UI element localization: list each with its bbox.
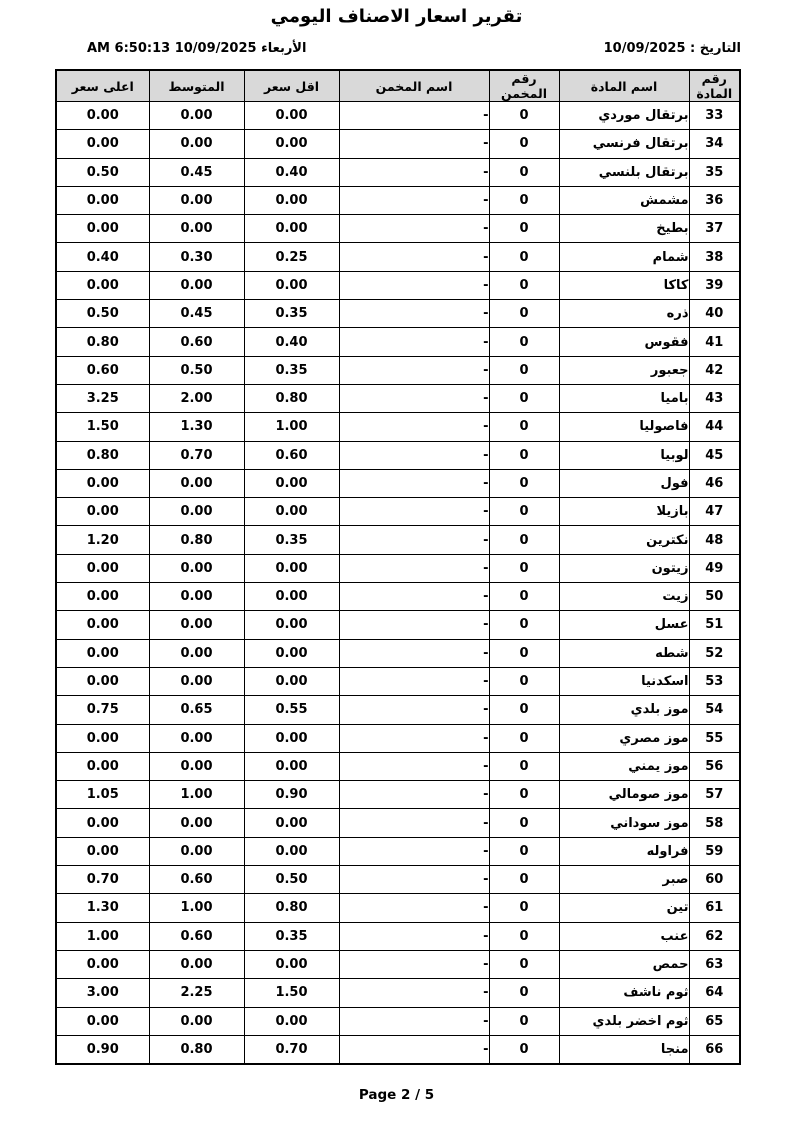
assessor-name-cell: - [339,271,489,299]
avg-price-cell: 0.00 [149,498,244,526]
item-number-cell: 40 [689,300,740,328]
avg-price-cell: 0.00 [149,215,244,243]
item-number-cell: 59 [689,837,740,865]
max-price-cell: 0.00 [56,102,149,130]
max-price-cell: 0.00 [56,950,149,978]
table-row [56,413,740,441]
table-row [56,554,740,582]
assessor-name-cell: - [339,979,489,1007]
min-price-cell: 0.00 [244,667,339,695]
min-price-cell: 0.00 [244,809,339,837]
item-number-cell: 45 [689,441,740,469]
item-name-cell: ثوم اخضر بلدي [559,1007,689,1035]
max-price-cell: 0.00 [56,639,149,667]
table-row [56,809,740,837]
item-number-cell: 56 [689,752,740,780]
item-number-cell: 64 [689,979,740,1007]
assessor-name-cell: - [339,696,489,724]
assessor-number-cell: 0 [489,667,559,695]
item-name-cell: موز بلدي [559,696,689,724]
min-price-cell: 0.50 [244,866,339,894]
report-datetime: الأربعاء 10/09/2025 6:50:13 AM [87,41,307,56]
assessor-name-cell: - [339,1007,489,1035]
item-name-cell: عنب [559,922,689,950]
assessor-name-cell: - [339,186,489,214]
column-header: رقم المخمن [489,70,559,102]
assessor-name-cell: - [339,384,489,412]
max-price-cell: 1.05 [56,781,149,809]
column-header: اعلى سعر [56,70,149,102]
item-name-cell: تين [559,894,689,922]
assessor-number-cell: 0 [489,130,559,158]
min-price-cell: 0.35 [244,526,339,554]
table-row [56,469,740,497]
item-name-cell: موز مصري [559,724,689,752]
item-name-cell: موز يمني [559,752,689,780]
item-number-cell: 49 [689,554,740,582]
item-number-cell: 52 [689,639,740,667]
avg-price-cell: 0.00 [149,271,244,299]
table-row [56,271,740,299]
min-price-cell: 0.00 [244,102,339,130]
max-price-cell: 0.50 [56,300,149,328]
avg-price-cell: 0.60 [149,866,244,894]
item-number-cell: 34 [689,130,740,158]
assessor-name-cell: - [339,922,489,950]
item-name-cell: منجا [559,1035,689,1064]
max-price-cell: 0.00 [56,186,149,214]
min-price-cell: 0.00 [244,611,339,639]
assessor-name-cell: - [339,356,489,384]
item-name-cell: جعبور [559,356,689,384]
item-name-cell: زيتون [559,554,689,582]
table-row [56,611,740,639]
table-row [56,950,740,978]
table-row [56,979,740,1007]
assessor-number-cell: 0 [489,243,559,271]
assessor-name-cell: - [339,950,489,978]
item-number-cell: 46 [689,469,740,497]
item-number-cell: 66 [689,1035,740,1064]
table-row [56,328,740,356]
min-price-cell: 0.55 [244,696,339,724]
table-row [56,526,740,554]
item-number-cell: 48 [689,526,740,554]
assessor-name-cell: - [339,667,489,695]
min-price-cell: 0.00 [244,215,339,243]
table-row [56,130,740,158]
min-price-cell: 1.00 [244,413,339,441]
avg-price-cell: 0.00 [149,554,244,582]
max-price-cell: 3.25 [56,384,149,412]
assessor-number-cell: 0 [489,526,559,554]
max-price-cell: 0.00 [56,724,149,752]
item-name-cell: فاصوليا [559,413,689,441]
min-price-cell: 0.90 [244,781,339,809]
max-price-cell: 0.00 [56,1007,149,1035]
assessor-name-cell: - [339,526,489,554]
table-row [56,102,740,130]
column-header: اسم المادة [559,70,689,102]
assessor-number-cell: 0 [489,1035,559,1064]
assessor-number-cell: 0 [489,215,559,243]
assessor-number-cell: 0 [489,583,559,611]
avg-price-cell: 2.25 [149,979,244,1007]
avg-price-cell: 0.00 [149,724,244,752]
assessor-number-cell: 0 [489,696,559,724]
max-price-cell: 0.00 [56,611,149,639]
price-table-body [56,102,740,1065]
assessor-name-cell: - [339,328,489,356]
report-date: التاريخ : 10/09/2025 [603,41,741,56]
column-header: المتوسط [149,70,244,102]
assessor-name-cell: - [339,1035,489,1064]
max-price-cell: 0.70 [56,866,149,894]
assessor-number-cell: 0 [489,554,559,582]
avg-price-cell: 1.30 [149,413,244,441]
assessor-number-cell: 0 [489,158,559,186]
table-row [56,639,740,667]
assessor-number-cell: 0 [489,866,559,894]
item-name-cell: فقوس [559,328,689,356]
assessor-number-cell: 0 [489,639,559,667]
item-number-cell: 41 [689,328,740,356]
min-price-cell: 0.80 [244,384,339,412]
min-price-cell: 0.35 [244,922,339,950]
min-price-cell: 0.00 [244,469,339,497]
item-name-cell: موز صومالي [559,781,689,809]
max-price-cell: 0.00 [56,809,149,837]
min-price-cell: 0.00 [244,186,339,214]
max-price-cell: 1.50 [56,413,149,441]
min-price-cell: 0.25 [244,243,339,271]
max-price-cell: 0.00 [56,752,149,780]
item-number-cell: 43 [689,384,740,412]
min-price-cell: 0.00 [244,950,339,978]
table-row [56,384,740,412]
assessor-number-cell: 0 [489,413,559,441]
item-number-cell: 57 [689,781,740,809]
column-header: اقل سعر [244,70,339,102]
item-number-cell: 35 [689,158,740,186]
max-price-cell: 0.00 [56,667,149,695]
item-name-cell: ذره [559,300,689,328]
item-number-cell: 51 [689,611,740,639]
table-row [56,441,740,469]
item-name-cell: شمام [559,243,689,271]
assessor-name-cell: - [339,102,489,130]
price-table [55,69,741,1065]
item-number-cell: 47 [689,498,740,526]
table-header-row [56,70,740,102]
item-number-cell: 63 [689,950,740,978]
assessor-number-cell: 0 [489,611,559,639]
max-price-cell: 1.20 [56,526,149,554]
assessor-name-cell: - [339,583,489,611]
assessor-number-cell: 0 [489,1007,559,1035]
assessor-number-cell: 0 [489,328,559,356]
max-price-cell: 0.00 [56,554,149,582]
table-row [56,724,740,752]
max-price-cell: 0.00 [56,469,149,497]
item-number-cell: 58 [689,809,740,837]
table-row [56,158,740,186]
column-header: رقم المادة [689,70,740,102]
assessor-number-cell: 0 [489,809,559,837]
item-name-cell: برتقال موردي [559,102,689,130]
avg-price-cell: 0.00 [149,469,244,497]
item-number-cell: 60 [689,866,740,894]
min-price-cell: 0.00 [244,271,339,299]
assessor-number-cell: 0 [489,837,559,865]
avg-price-cell: 0.00 [149,130,244,158]
avg-price-cell: 0.45 [149,300,244,328]
assessor-name-cell: - [339,809,489,837]
table-row [56,583,740,611]
item-name-cell: بطيخ [559,215,689,243]
max-price-cell: 1.30 [56,894,149,922]
assessor-name-cell: - [339,243,489,271]
min-price-cell: 0.00 [244,583,339,611]
max-price-cell: 0.00 [56,215,149,243]
avg-price-cell: 0.00 [149,809,244,837]
avg-price-cell: 0.00 [149,102,244,130]
avg-price-cell: 0.00 [149,639,244,667]
assessor-name-cell: - [339,781,489,809]
item-name-cell: عسل [559,611,689,639]
table-row [56,837,740,865]
item-name-cell: باميا [559,384,689,412]
avg-price-cell: 0.00 [149,950,244,978]
min-price-cell: 0.00 [244,724,339,752]
assessor-number-cell: 0 [489,498,559,526]
page-title: تقرير اسعار الاصناف اليومي [270,6,523,27]
max-price-cell: 0.80 [56,441,149,469]
avg-price-cell: 0.00 [149,583,244,611]
max-price-cell: 0.00 [56,130,149,158]
item-number-cell: 50 [689,583,740,611]
max-price-cell: 0.90 [56,1035,149,1064]
assessor-number-cell: 0 [489,186,559,214]
table-row [56,922,740,950]
item-name-cell: صبر [559,866,689,894]
table-row [56,866,740,894]
item-number-cell: 36 [689,186,740,214]
item-number-cell: 62 [689,922,740,950]
table-row [56,215,740,243]
item-name-cell: لوبيا [559,441,689,469]
table-row [56,752,740,780]
assessor-number-cell: 0 [489,384,559,412]
assessor-name-cell: - [339,554,489,582]
item-name-cell: فول [559,469,689,497]
max-price-cell: 0.00 [56,271,149,299]
assessor-name-cell: - [339,300,489,328]
max-price-cell: 0.75 [56,696,149,724]
avg-price-cell: 0.80 [149,1035,244,1064]
item-name-cell: كاكا [559,271,689,299]
table-row [56,781,740,809]
item-number-cell: 54 [689,696,740,724]
item-name-cell: حمص [559,950,689,978]
avg-price-cell: 0.45 [149,158,244,186]
assessor-name-cell: - [339,724,489,752]
assessor-number-cell: 0 [489,469,559,497]
max-price-cell: 0.00 [56,837,149,865]
avg-price-cell: 0.80 [149,526,244,554]
assessor-number-cell: 0 [489,922,559,950]
item-number-cell: 33 [689,102,740,130]
table-row [56,186,740,214]
max-price-cell: 0.00 [56,583,149,611]
date-row [57,41,741,56]
item-number-cell: 61 [689,894,740,922]
table-row [56,356,740,384]
item-number-cell: 39 [689,271,740,299]
item-number-cell: 44 [689,413,740,441]
assessor-number-cell: 0 [489,271,559,299]
max-price-cell: 3.00 [56,979,149,1007]
min-price-cell: 0.60 [244,441,339,469]
assessor-name-cell: - [339,837,489,865]
item-name-cell: مشمش [559,186,689,214]
item-name-cell: ثوم ناشف [559,979,689,1007]
assessor-name-cell: - [339,752,489,780]
avg-price-cell: 0.60 [149,922,244,950]
avg-price-cell: 2.00 [149,384,244,412]
assessor-number-cell: 0 [489,979,559,1007]
min-price-cell: 1.50 [244,979,339,1007]
table-row [56,300,740,328]
table-row [56,1035,740,1064]
assessor-number-cell: 0 [489,441,559,469]
assessor-name-cell: - [339,866,489,894]
assessor-number-cell: 0 [489,950,559,978]
avg-price-cell: 0.70 [149,441,244,469]
min-price-cell: 0.35 [244,356,339,384]
min-price-cell: 0.00 [244,498,339,526]
item-name-cell: زيت [559,583,689,611]
item-name-cell: اسكدنيا [559,667,689,695]
max-price-cell: 0.50 [56,158,149,186]
avg-price-cell: 0.00 [149,667,244,695]
avg-price-cell: 0.00 [149,1007,244,1035]
assessor-number-cell: 0 [489,752,559,780]
item-name-cell: برتقال فرنسي [559,130,689,158]
min-price-cell: 0.80 [244,894,339,922]
max-price-cell: 1.00 [56,922,149,950]
avg-price-cell: 0.50 [149,356,244,384]
item-number-cell: 65 [689,1007,740,1035]
avg-price-cell: 0.00 [149,186,244,214]
max-price-cell: 0.00 [56,498,149,526]
min-price-cell: 0.00 [244,837,339,865]
item-name-cell: نكترين [559,526,689,554]
assessor-number-cell: 0 [489,894,559,922]
assessor-number-cell: 0 [489,724,559,752]
assessor-number-cell: 0 [489,781,559,809]
item-number-cell: 37 [689,215,740,243]
avg-price-cell: 0.00 [149,611,244,639]
min-price-cell: 0.40 [244,158,339,186]
max-price-cell: 0.60 [56,356,149,384]
min-price-cell: 0.00 [244,639,339,667]
table-row [56,498,740,526]
table-row [56,667,740,695]
min-price-cell: 0.00 [244,752,339,780]
max-price-cell: 0.80 [56,328,149,356]
table-row [56,696,740,724]
item-number-cell: 38 [689,243,740,271]
assessor-name-cell: - [339,469,489,497]
page-number: Page 2 / 5 [358,1087,435,1104]
assessor-name-cell: - [339,894,489,922]
table-row [56,894,740,922]
item-name-cell: فراوله [559,837,689,865]
min-price-cell: 0.40 [244,328,339,356]
avg-price-cell: 0.00 [149,752,244,780]
assessor-name-cell: - [339,498,489,526]
avg-price-cell: 0.65 [149,696,244,724]
avg-price-cell: 0.00 [149,837,244,865]
min-price-cell: 0.00 [244,130,339,158]
min-price-cell: 0.00 [244,554,339,582]
assessor-number-cell: 0 [489,300,559,328]
assessor-name-cell: - [339,130,489,158]
avg-price-cell: 0.60 [149,328,244,356]
assessor-name-cell: - [339,611,489,639]
table-row [56,1007,740,1035]
assessor-name-cell: - [339,158,489,186]
min-price-cell: 0.70 [244,1035,339,1064]
item-number-cell: 53 [689,667,740,695]
avg-price-cell: 1.00 [149,781,244,809]
avg-price-cell: 1.00 [149,894,244,922]
assessor-number-cell: 0 [489,102,559,130]
item-number-cell: 55 [689,724,740,752]
item-name-cell: شطه [559,639,689,667]
item-name-cell: بازيلا [559,498,689,526]
avg-price-cell: 0.30 [149,243,244,271]
assessor-name-cell: - [339,639,489,667]
min-price-cell: 0.35 [244,300,339,328]
table-row [56,243,740,271]
item-number-cell: 42 [689,356,740,384]
item-name-cell: برتقال بلنسي [559,158,689,186]
max-price-cell: 0.40 [56,243,149,271]
assessor-name-cell: - [339,413,489,441]
item-name-cell: موز سوداني [559,809,689,837]
assessor-name-cell: - [339,441,489,469]
assessor-number-cell: 0 [489,356,559,384]
min-price-cell: 0.00 [244,1007,339,1035]
column-header: اسم المخمن [339,70,489,102]
assessor-name-cell: - [339,215,489,243]
